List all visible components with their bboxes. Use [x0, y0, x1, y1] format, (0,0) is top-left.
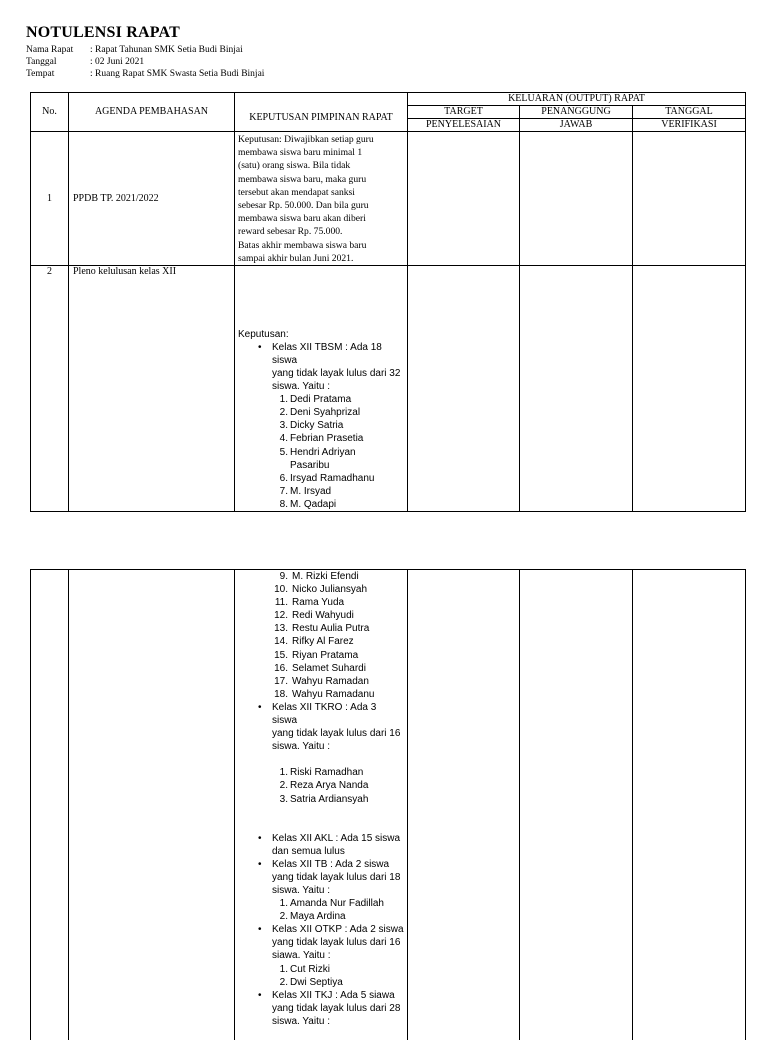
row-penanggung [520, 132, 633, 266]
row-decision [235, 570, 408, 1040]
list-item: 3. Dicky Satria [279, 420, 344, 432]
list-item: 3. Satria Ardiansyah [279, 793, 369, 805]
header-tanggal-1: TANGGAL [633, 106, 746, 119]
list-item: 2. Deni Syahprizal [279, 407, 361, 419]
meta-tempat [26, 68, 264, 80]
list-item-otkp: • Kelas XII OTKP : Ada 2 siswa yang tidak layak lulus dari 16 siawa. Yaitu : [238, 923, 404, 962]
document-title: NOTULENSI RAPAT [26, 24, 180, 41]
header-output: KELUARAN (OUTPUT) RAPAT [408, 93, 746, 106]
row-number [31, 570, 69, 1040]
table-row [31, 266, 746, 512]
row-number: 2 [31, 266, 69, 512]
list-item: 1. Amanda Nur Fadillah [279, 898, 384, 910]
meta-nama-rapat [26, 44, 243, 56]
list-item-tb: • Kelas XII TB : Ada 2 siswa yang tidak layak lulus dari 18 siswa. Yaitu : [238, 858, 404, 897]
list-item: 5. Hendri Adriyan Pasaribu [279, 446, 356, 471]
row-decision: Keputusan: Diwajibkan setiap guru membawa siswa baru minimal 1 (satu) orang siswa. Bila tidak membawa siswa baru, maka guru tersebut akan mendapat sanksi sebesar Rp. 50.000. Dan bila guru membawa siswa baru akan diberi reward sebesar Rp. 75.000. Batas akhir membawa siswa baru sampai akhir bulan Juni 2021. [235, 132, 408, 266]
header-no: No. [31, 93, 69, 132]
list-item: 2. Reza Arya Nanda [279, 780, 369, 792]
list-item: 17. Wahyu Ramadan [274, 675, 369, 687]
list-item: 11. Rama Yuda [274, 597, 345, 609]
meta-key: Tanggal [26, 57, 57, 67]
row-tanggal [633, 570, 746, 1040]
list-item: 10. Nicko Juliansyah [274, 584, 368, 596]
list-item: 9. M. Rizki Efendi [279, 571, 359, 582]
row-penanggung [520, 266, 633, 512]
header-penanggung-2: JAWAB [520, 119, 633, 132]
row-agenda: Pleno kelulusan kelas XII [69, 266, 235, 512]
list-item: 18. Wahyu Ramadanu [274, 688, 375, 700]
list-item-tkj: • Kelas XII TKJ : Ada 5 siawa yang tidak layak lulus dari 28 siswa. Yaitu : [238, 989, 404, 1028]
decision-intro: Keputusan: [238, 328, 289, 340]
list-item-tbsm: • Kelas XII TBSM : Ada 18 siswa yang tidak layak lulus dari 32 siswa. Yaitu : [238, 341, 404, 393]
list-item: 2. Dwi Septiya [279, 976, 343, 988]
row-number: 1 [31, 132, 69, 266]
list-item: 4. Febrian Prasetia [279, 433, 364, 445]
list-item: 13. Restu Aulia Putra [274, 623, 370, 635]
header-keputusan: KEPUTUSAN PIMPINAN RAPAT [235, 106, 408, 132]
header-agenda: AGENDA PEMBAHASAN [69, 93, 235, 132]
list-item-tkro: • Kelas XII TKRO : Ada 3 siswa yang tidak layak lulus dari 16 siswa. Yaitu : [238, 701, 404, 753]
header-target-1: TARGET [408, 106, 520, 119]
list-item-akl: • Kelas XII AKL : Ada 15 siswa dan semua lulus [238, 832, 404, 858]
list-item: 8. M. Qadapi [279, 498, 337, 510]
minutes-table-continued [30, 569, 746, 1040]
row-tanggal [633, 132, 746, 266]
meta-value: : Rapat Tahunan SMK Setia Budi Binjai [90, 45, 243, 55]
meta-key: Tempat [26, 69, 55, 79]
list-item: 12. Redi Wahyudi [274, 610, 354, 622]
list-item: 7. M. Irsyad [279, 485, 332, 497]
meta-key: Nama Rapat [26, 45, 74, 55]
header-penanggung-1: PENANGGUNG [520, 106, 633, 119]
list-item: 1. Riski Ramadhan [279, 767, 364, 779]
row-decision [235, 266, 408, 512]
table-row [31, 570, 746, 1040]
list-item: 6. Irsyad Ramadhanu [279, 472, 375, 484]
list-item: 2. Maya Ardina [279, 911, 346, 923]
list-item: 1. Cut Rizki [279, 963, 331, 975]
meta-tanggal [26, 56, 144, 68]
row-penanggung [520, 570, 633, 1040]
row-target [408, 570, 520, 1040]
header-tanggal-2: VERIFIKASI [633, 119, 746, 132]
list-item: 16. Selamet Suhardi [274, 662, 366, 674]
table-row [31, 132, 746, 266]
minutes-table [30, 92, 746, 512]
meta-value: : 02 Juni 2021 [90, 57, 145, 67]
row-target [408, 266, 520, 512]
row-agenda: PPDB TP. 2021/2022 [69, 132, 235, 266]
list-item: 1. Dedi Pratama [279, 394, 352, 406]
meta-value: : Ruang Rapat SMK Swasta Setia Budi Binjai [90, 69, 265, 79]
row-target [408, 132, 520, 266]
list-item: 14. Rifky Al Farez [274, 636, 354, 648]
row-agenda [69, 570, 235, 1040]
row-tanggal [633, 266, 746, 512]
header-target-2: PENYELESAIAN [408, 119, 520, 132]
list-item: 15. Riyan Pratama [274, 649, 359, 661]
